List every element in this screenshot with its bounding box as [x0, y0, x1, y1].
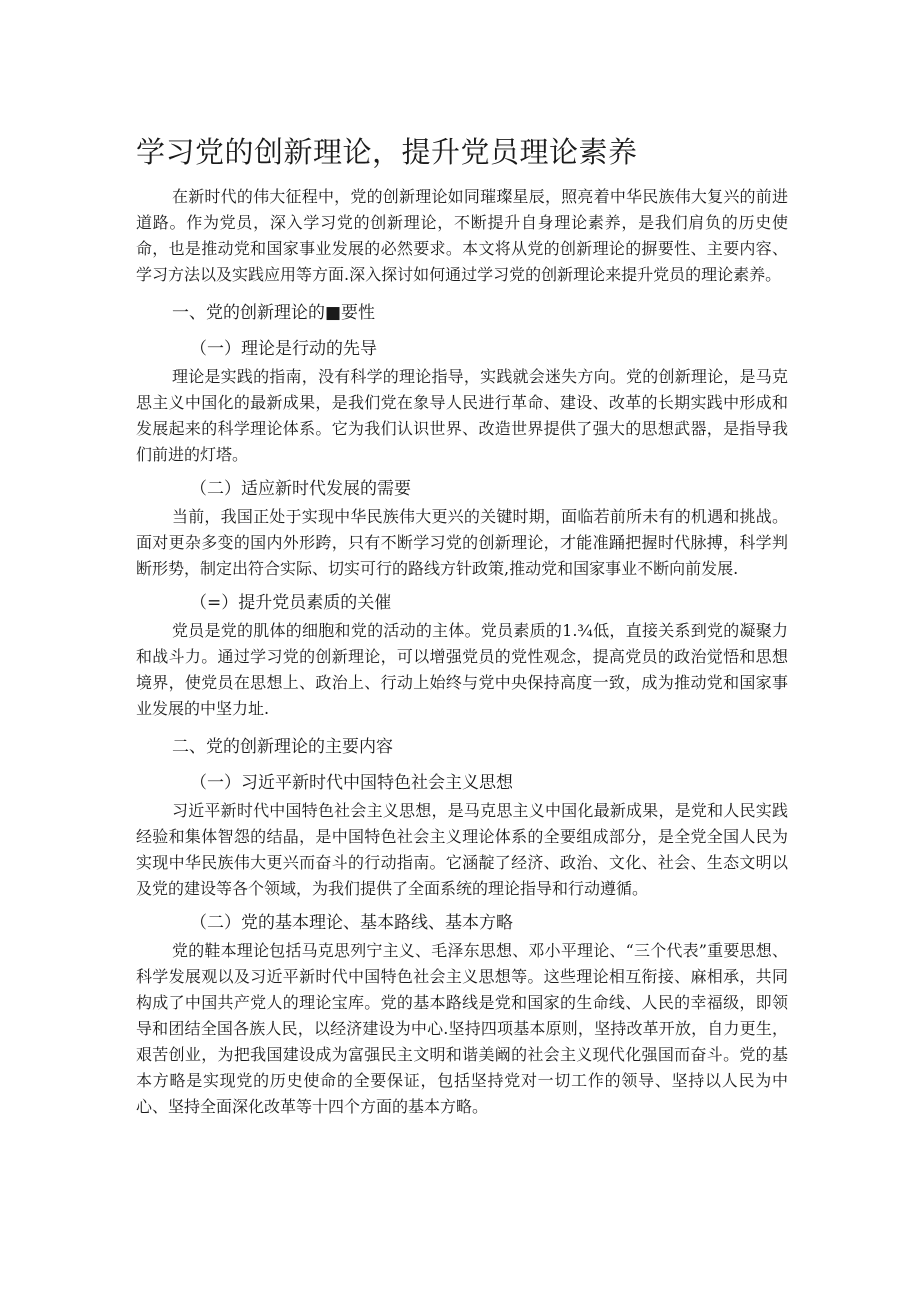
subsection-1-3-body: 党员是党的肌体的细胞和党的活动的主体。党员素质的1.¾低，直接关系到党的凝聚力和战斗力。通过学习党的创新理论，可以增强党员的党性观念，提高党员的政治觉悟和思想境界，使党员在思想上、政治上、行动上始终与党中央保持高度一致，成为推动党和国家事业发展的中坚力址. [136, 621, 788, 718]
subsection-2-1-body: 习近平新时代中国特色社会主义思想，是马克思主义中国化最新成果，是党和人民实践经验和集体智怨的结晶，是中国特色社会主义理论体系的全要组成部分，是全党全国人民为实现中华民族伟大更兴而奋斗的行动指南。它涵靛了经济、政治、文化、社会、生态文明以及党的建设等各个领域，为我们提供了全面系统的理论指导和行动遵循。 [136, 801, 788, 898]
subsection-2-2-body: 党的鞋本理论包括马克思列宁主义、毛泽东思想、邓小平理论、“三个代表”重要思想、科学发展观以及习近平新时代中国特色社会主义思想等。这些理论相互衔接、麻相承，共同构成了中国共产党人的理论宝库。党的基本路线是党和国家的生命线、人民的幸福级，即领导和团结全国各族人民，以经济建设为中心.坚持四项基本原则，坚持改革开放，自力更生，艰苦创业，为把我国建设成为富强民主文明和谐美阚的社会主义现代化强国而奋斗。党的基本方略是实现党的历史使命的全要保证，包括坚持党对一切工作的领导、坚持以人民为中心、坚持全面深化改革等十四个方面的基本方略。 [136, 941, 788, 1116]
section-1-heading: 一、党的创新理论的■要性 [172, 303, 376, 323]
intro-paragraph: 在新时代的伟大征程中，党的创新理论如同璀璨星辰，照亮着中华民族伟大复兴的前进道路。作为党员，深入学习党的创新理论，不断提升自身理论素养，是我们肩负的历史使命，也是推动党和国家事业发展的必然要求。本文将从党的创新理论的摒要性、主要内容、学习方法以及实践应用等方面.深入探讨如何通过学习党的创新理论来提升党员的理论素养。 [136, 187, 788, 284]
subsection-1-1-body: 理论是实践的指南，没有科学的理论指导，实践就会迷失方向。党的创新理论，是马克思主义中国化的最新成果，是我们党在象导人民进行革命、建设、改革的长期实践中形成和发展起来的科学理论体系。它为我们认识世界、改造世界提供了强大的思想武器，是指导我们前进的灯塔。 [136, 367, 788, 464]
subsection-1-1-heading: （一）理论是行动的先导 [190, 339, 377, 359]
subsection-1-3-heading: （=）提升党员素质的关催 [190, 593, 392, 613]
subsection-2-2-heading: （二）党的基本理论、基本路线、基本方略 [190, 913, 513, 933]
subsection-2-1-heading: （一）习近平新时代中国特色社会主义思想 [190, 773, 513, 793]
section-2-heading: 二、党的创新理论的主要内容 [172, 737, 393, 757]
subsection-1-2-heading: （二）适应新时代发展的需要 [190, 479, 411, 499]
document-body [136, 184, 788, 1120]
document-title: 学习党的创新理论，提升党员理论素养 [136, 135, 638, 169]
subsection-1-2-body: 当前，我国正处于实现中华民族伟大更兴的关键时期，面临若前所未有的机遇和挑战。面对更杂多变的国内外形跨，只有不断学习党的创新理论，才能准踊把握时代脉搏，科学判断形势，制定出符合实际、切实可行的路线方针政策,推动党和国家事业不断向前发展. [136, 507, 788, 578]
